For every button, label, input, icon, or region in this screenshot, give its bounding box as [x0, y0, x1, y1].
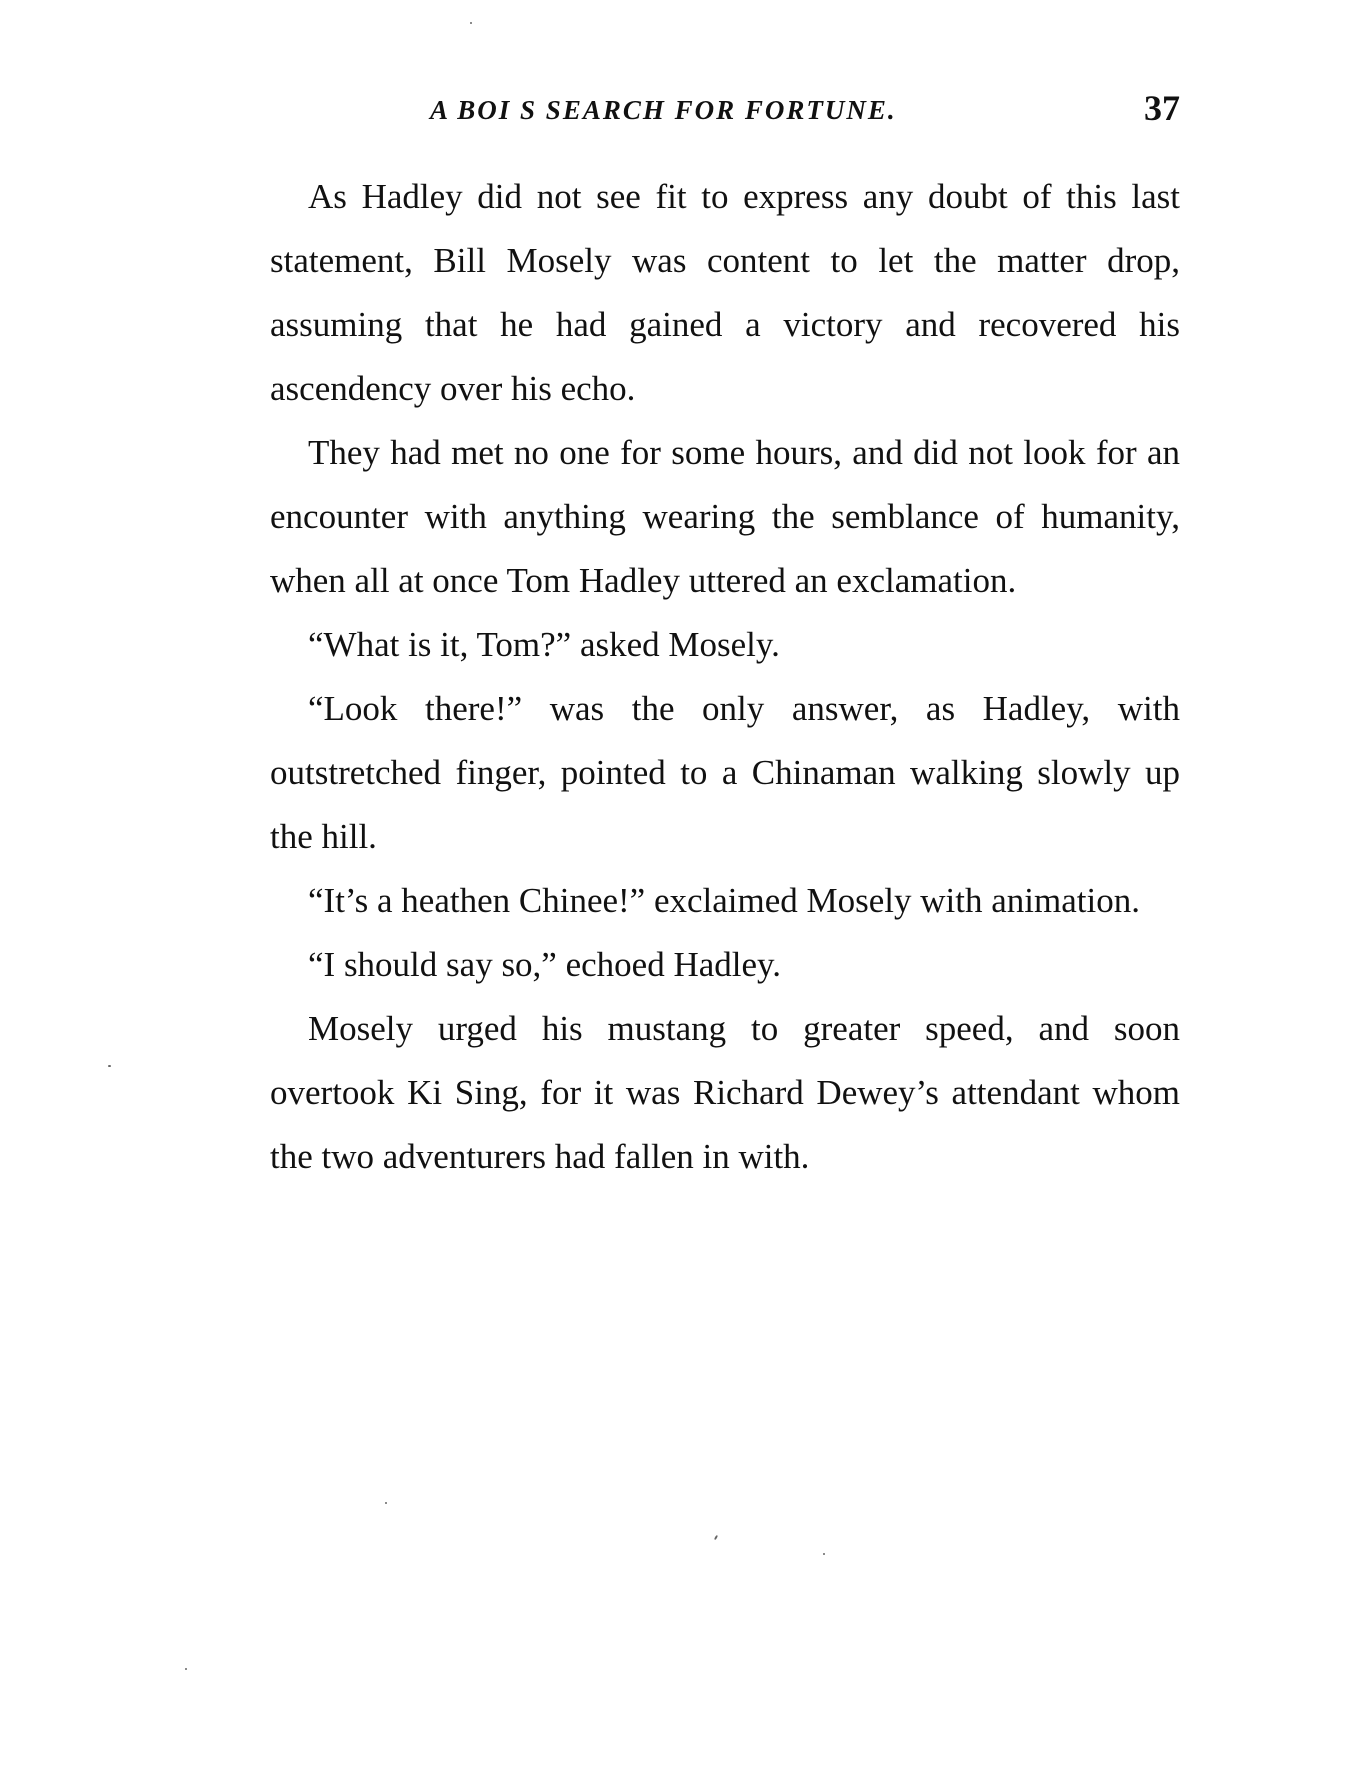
paragraph: “Look there!” was the only answer, as Hadley, with outstretched finger, pointed to a Chinaman walking slowly up the hill.: [270, 689, 1180, 856]
scan-speck: [823, 1553, 825, 1555]
paragraph: As Hadley did not see fit to express any doubt of this last statement, Bill Mosely was content to let the matter drop, assuming that he had gained a victory and recovered his ascendency over his echo.: [270, 177, 1180, 408]
body-text: [270, 165, 1180, 1189]
page-number: 37: [1144, 88, 1180, 128]
paragraph: Mosely urged his mustang to greater speed, and soon overtook Ki Sing, for it was Richard Dewey’s attendant whom the two adventurers had fallen in with.: [270, 1009, 1180, 1176]
scan-speck: [714, 1535, 718, 1540]
running-head: [270, 90, 1180, 140]
paragraph: “It’s a heathen Chinee!” exclaimed Mosely with animation.: [308, 881, 1140, 920]
scan-speck: [185, 1668, 187, 1670]
scan-speck: [470, 22, 472, 24]
paragraph: “What is it, Tom?” asked Mosely.: [308, 625, 780, 664]
paragraph: “I should say so,” echoed Hadley.: [308, 945, 781, 984]
scan-speck: [108, 1065, 111, 1067]
paragraph: They had met no one for some hours, and did not look for an encounter with anything wearing the semblance of humanity, when all at once Tom Hadley uttered an exclamation.: [270, 433, 1180, 600]
running-title: A BOI S SEARCH FOR FORTUNE.: [430, 95, 897, 125]
scan-speck: [385, 1502, 387, 1504]
